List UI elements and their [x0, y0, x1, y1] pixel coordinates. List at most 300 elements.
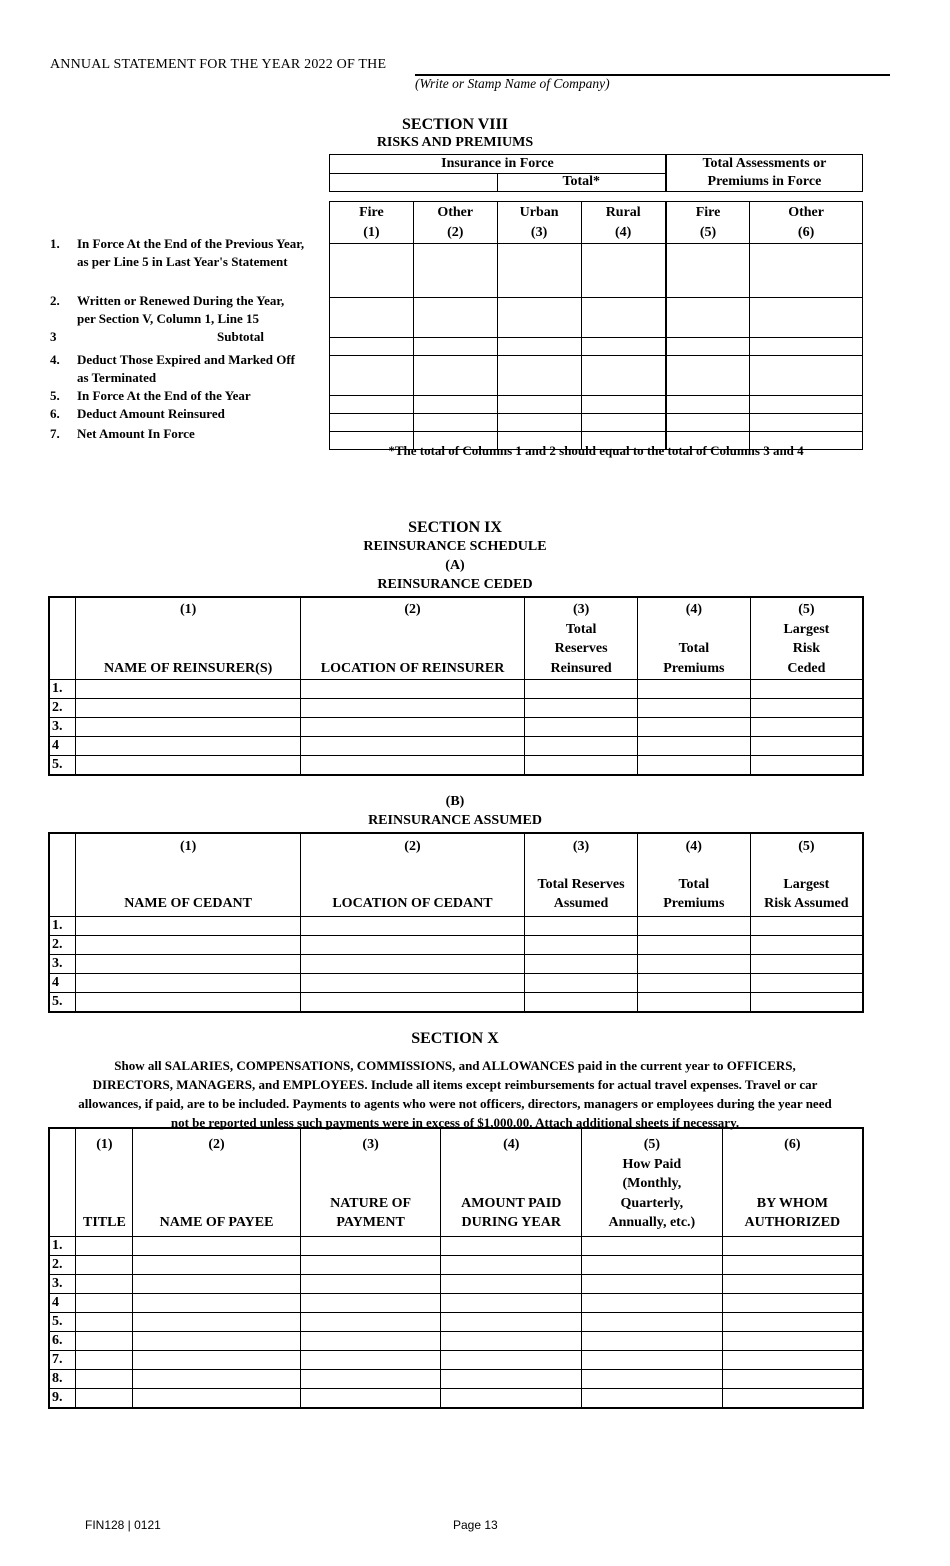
entry-cell[interactable] [413, 414, 497, 432]
entry-cell[interactable] [637, 916, 750, 935]
header-line: Ceded [787, 660, 826, 676]
entry-cell[interactable] [76, 973, 300, 992]
column-header [76, 1128, 133, 1236]
header-line [76, 1174, 132, 1194]
row-label-written [77, 292, 284, 328]
form-id: FIN128 | 0121 [85, 1518, 161, 1532]
entry-cell[interactable] [300, 755, 524, 775]
entry-cell[interactable] [76, 679, 300, 698]
entry-cell[interactable] [133, 1331, 300, 1350]
header-line: PAYMENT [336, 1215, 405, 1230]
entry-cell[interactable] [300, 679, 524, 698]
section8-footnote: *The total of Columns 1 and 2 should equal to the total of Columns 3 and 4 [388, 443, 804, 458]
row-number: 5. [49, 755, 76, 775]
entry-cell[interactable] [666, 298, 750, 338]
entry-cell[interactable] [413, 244, 497, 298]
header-line: AUTHORIZED [744, 1215, 841, 1230]
entry-cell[interactable] [300, 698, 524, 717]
column-header [497, 202, 581, 244]
table-row [49, 916, 863, 935]
column-name: Other [437, 204, 474, 220]
entry-cell[interactable] [582, 1236, 723, 1255]
entry-cell[interactable] [441, 1388, 582, 1408]
row-number: 9. [49, 1388, 76, 1408]
section8-subtitle: RISKS AND PREMIUMS [376, 135, 534, 150]
entry-cell[interactable] [441, 1350, 582, 1369]
header-number: (2) [404, 839, 421, 854]
header-line [301, 639, 524, 659]
row-number: 2. [49, 1255, 76, 1274]
row-number: 2. [50, 293, 60, 308]
entry-cell[interactable] [300, 935, 524, 954]
table-row [49, 755, 863, 775]
entry-cell[interactable] [750, 717, 863, 736]
entry-cell[interactable] [300, 1350, 441, 1369]
column-name: Fire [695, 204, 721, 220]
row-number: 1. [50, 236, 60, 251]
entry-cell[interactable] [638, 679, 751, 698]
column-header [76, 833, 300, 916]
entry-cell[interactable] [525, 935, 638, 954]
header-line: Largest [783, 877, 830, 892]
instruction-line: not be reported unless such payments were in excess of $1,000.00. Attach additional sheets if necessary. [170, 1115, 740, 1130]
header-line: Total [678, 877, 710, 892]
entry-cell[interactable] [582, 1350, 723, 1369]
entry-cell[interactable] [581, 414, 666, 432]
table-row [49, 1293, 863, 1312]
header-line: Premiums [663, 896, 725, 911]
header-line [441, 1174, 581, 1194]
table-row [49, 717, 863, 736]
entry-cell[interactable] [300, 1331, 441, 1350]
entry-cell[interactable] [722, 1369, 863, 1388]
section9-subtitle: REINSURANCE SCHEDULE [363, 539, 547, 554]
header-line [723, 1174, 862, 1194]
entry-cell[interactable] [750, 755, 863, 775]
entry-cell[interactable] [497, 298, 581, 338]
header-line [301, 1155, 441, 1175]
header-line [723, 1155, 862, 1175]
row-label-previous-year [77, 235, 304, 271]
entry-cell[interactable] [750, 356, 863, 396]
row-number: 5. [49, 992, 76, 1012]
entry-cell[interactable] [76, 935, 300, 954]
row-number: 3. [49, 717, 76, 736]
entry-cell[interactable] [300, 1369, 441, 1388]
entry-cell[interactable] [750, 736, 863, 755]
entry-cell[interactable] [582, 1369, 723, 1388]
entry-cell[interactable] [666, 356, 750, 396]
entry-cell[interactable] [413, 356, 497, 396]
row-label-line: per Section V, Column 1, Line 15 [77, 311, 260, 326]
entry-cell[interactable] [300, 1236, 441, 1255]
table-row [49, 935, 863, 954]
entry-cell[interactable] [76, 916, 300, 935]
entry-cell[interactable] [441, 1236, 582, 1255]
spacer-row [330, 192, 863, 202]
row-number: 7. [49, 1350, 76, 1369]
header-line: TITLE [82, 1215, 126, 1230]
entry-cell[interactable] [413, 396, 497, 414]
entry-cell[interactable] [300, 973, 524, 992]
entry-cell[interactable] [441, 1331, 582, 1350]
column-number: (2) [447, 224, 464, 240]
part-b-title: REINSURANCE ASSUMED [368, 813, 542, 828]
reinsurance-ceded-table [48, 596, 864, 776]
entry-cell[interactable] [525, 736, 638, 755]
entry-cell[interactable] [300, 736, 524, 755]
entry-cell[interactable] [441, 1369, 582, 1388]
entry-cell[interactable] [300, 1274, 441, 1293]
entry-cell[interactable] [300, 954, 524, 973]
entry-cell[interactable] [76, 755, 300, 775]
entry-cell[interactable] [582, 1255, 723, 1274]
entry-cell[interactable] [722, 1312, 863, 1331]
entry-cell[interactable] [300, 1293, 441, 1312]
statement-header: ANNUAL STATEMENT FOR THE YEAR 2022 OF THE [50, 57, 387, 72]
header-line: (1) [179, 602, 197, 617]
entry-cell[interactable] [638, 698, 751, 717]
table-row [49, 1331, 863, 1350]
entry-cell[interactable] [666, 414, 750, 432]
column-header [637, 833, 750, 916]
header-line [301, 620, 524, 640]
header-line: Largest [783, 621, 830, 637]
part-b-label: (B) [445, 794, 465, 809]
entry-cell[interactable] [722, 1350, 863, 1369]
entry-cell[interactable] [525, 717, 638, 736]
entry-cell[interactable] [581, 338, 666, 356]
column-number: (3) [530, 224, 548, 240]
entry-cell[interactable] [722, 1274, 863, 1293]
entry-cell[interactable] [525, 916, 638, 935]
header-line: (3) [572, 602, 590, 617]
instruction-line: Show all SALARIES, COMPENSATIONS, COMMISSIONS, and ALLOWANCES paid in the current year to OFFICERS, [114, 1058, 796, 1073]
column-name: Fire [359, 204, 384, 220]
header-line: (3) [362, 1137, 379, 1152]
column-header [750, 597, 863, 679]
entry-cell[interactable] [330, 356, 414, 396]
entry-cell[interactable] [666, 244, 750, 298]
row-label-line: Deduct Those Expired and Marked Off [77, 352, 296, 367]
entry-cell[interactable] [582, 1388, 723, 1408]
header-line [76, 875, 299, 894]
entry-cell[interactable] [133, 1293, 300, 1312]
row-number: 1. [49, 679, 76, 698]
entry-cell[interactable] [497, 396, 581, 414]
header-line: (6) [784, 1137, 801, 1152]
header-line: AMOUNT PAID [461, 1195, 562, 1211]
row-number: 6. [50, 406, 60, 421]
entry-cell[interactable] [638, 755, 751, 775]
part-a-label: (A) [445, 558, 465, 573]
header-line [133, 1155, 299, 1175]
header-line: DURING YEAR [461, 1215, 561, 1230]
column-header [581, 202, 666, 244]
entry-cell[interactable] [497, 356, 581, 396]
entry-cell[interactable] [133, 1369, 300, 1388]
entry-cell[interactable] [76, 717, 300, 736]
header-line: Reserves [554, 641, 608, 656]
header-line [76, 620, 299, 640]
row-number: 3. [49, 954, 76, 973]
entry-cell[interactable] [637, 973, 750, 992]
table-row [49, 992, 863, 1012]
entry-cell[interactable] [300, 717, 524, 736]
header-line: (2) [404, 602, 421, 617]
entry-cell[interactable] [582, 1293, 723, 1312]
header-line [301, 1174, 441, 1194]
entry-cell[interactable] [638, 736, 751, 755]
row-number: 3 [50, 329, 57, 344]
column-number: (6) [797, 224, 815, 240]
header-line: Assumed [553, 896, 609, 911]
header-number: (5) [798, 839, 815, 854]
column-header [413, 202, 497, 244]
entry-cell[interactable] [750, 244, 863, 298]
entry-cell[interactable] [133, 1236, 300, 1255]
entry-cell[interactable] [76, 1331, 133, 1350]
entry-cell[interactable] [750, 414, 863, 432]
row-number: 1. [49, 916, 76, 935]
entry-cell[interactable] [497, 414, 581, 432]
entry-cell[interactable] [637, 935, 750, 954]
entry-cell[interactable] [750, 916, 863, 935]
header-line: NATURE OF [330, 1195, 412, 1211]
row-number: 8. [49, 1369, 76, 1388]
header-line: NAME OF REINSURER(S) [104, 660, 273, 676]
column-header [525, 597, 638, 679]
entry-cell[interactable] [300, 1388, 441, 1408]
row-number: 4 [49, 1293, 76, 1312]
entry-cell[interactable] [581, 244, 666, 298]
column-header [525, 833, 638, 916]
entry-cell[interactable] [750, 954, 863, 973]
header-line: (1) [96, 1137, 113, 1152]
table-row [49, 1236, 863, 1255]
entry-cell[interactable] [525, 973, 638, 992]
column-name: Urban [519, 204, 559, 220]
entry-cell[interactable] [750, 973, 863, 992]
entry-cell[interactable] [300, 916, 524, 935]
entry-cell[interactable] [76, 736, 300, 755]
entry-cell[interactable] [133, 1388, 300, 1408]
entry-cell[interactable] [582, 1331, 723, 1350]
header-line: (4) [685, 602, 703, 617]
header-line [301, 875, 524, 894]
entry-cell[interactable] [722, 1388, 863, 1408]
header-line: (2) [208, 1137, 225, 1152]
header-line: NAME OF PAYEE [159, 1215, 274, 1230]
entry-cell[interactable] [497, 338, 581, 356]
header-line: Total [678, 641, 710, 656]
entry-cell[interactable] [76, 992, 300, 1012]
table-row [49, 1255, 863, 1274]
row-number: 1. [49, 1236, 76, 1255]
entry-cell[interactable] [637, 992, 750, 1012]
entry-cell[interactable] [413, 338, 497, 356]
header-line [441, 1155, 581, 1175]
entry-cell[interactable] [330, 338, 414, 356]
header-number: (1) [179, 839, 197, 854]
insurance-in-force-header: Insurance in Force [330, 155, 666, 174]
entry-cell[interactable] [441, 1255, 582, 1274]
entry-cell[interactable] [441, 1312, 582, 1331]
column-name: Rural [605, 204, 641, 220]
entry-cell[interactable] [581, 396, 666, 414]
table-row [49, 736, 863, 755]
header-line: (5) [798, 602, 815, 617]
entry-cell[interactable] [76, 698, 300, 717]
entry-cell[interactable] [582, 1312, 723, 1331]
entry-cell[interactable] [666, 338, 750, 356]
entry-cell[interactable] [76, 1312, 133, 1331]
entry-cell[interactable] [637, 954, 750, 973]
entry-cell[interactable] [76, 1293, 133, 1312]
column-header [441, 1128, 582, 1236]
page-number: Page 13 [453, 1518, 498, 1532]
row-number: 6. [49, 1331, 76, 1350]
column-name: Other [788, 204, 824, 220]
row-number-header [49, 833, 76, 916]
row-number: 4 [49, 736, 76, 755]
table-row [49, 1274, 863, 1293]
entry-cell[interactable] [525, 954, 638, 973]
entry-cell[interactable] [497, 244, 581, 298]
assessments-header-line1: Total Assessments or [702, 156, 827, 171]
header-line: BY WHOM [756, 1195, 828, 1211]
header-line [133, 1194, 299, 1214]
header-line: How Paid [622, 1156, 682, 1172]
row-number: 2. [49, 698, 76, 717]
entry-cell[interactable] [750, 338, 863, 356]
section10-instructions [30, 1056, 880, 1132]
header-line [76, 639, 299, 659]
entry-cell[interactable] [722, 1236, 863, 1255]
section10-title: SECTION X [411, 1030, 499, 1047]
column-header [722, 1128, 863, 1236]
section9-title: SECTION IX [408, 519, 502, 536]
row-number: 3. [49, 1274, 76, 1293]
entry-cell[interactable] [133, 1255, 300, 1274]
header-line: Risk [792, 641, 820, 656]
entry-cell[interactable] [638, 717, 751, 736]
entry-cell[interactable] [722, 1331, 863, 1350]
part-a-title: REINSURANCE CEDED [377, 577, 533, 592]
header-line: Premiums [663, 660, 725, 676]
reinsurance-assumed-table [48, 832, 864, 1013]
column-header [666, 202, 750, 244]
column-header [330, 202, 414, 244]
row-number: 4. [50, 352, 60, 367]
header-line: NAME OF CEDANT [124, 896, 252, 911]
assessments-header-line2: Premiums in Force [707, 174, 822, 189]
entry-cell[interactable] [582, 1274, 723, 1293]
entry-cell[interactable] [666, 396, 750, 414]
column-header [638, 597, 751, 679]
entry-cell[interactable] [581, 298, 666, 338]
table-row [49, 954, 863, 973]
entry-cell[interactable] [581, 356, 666, 396]
entry-cell[interactable] [76, 1274, 133, 1293]
entry-cell[interactable] [750, 698, 863, 717]
entry-cell[interactable] [525, 992, 638, 1012]
column-number: (4) [615, 224, 632, 240]
header-line: LOCATION OF REINSURER [320, 660, 505, 676]
column-header [300, 833, 524, 916]
row-number: 5. [49, 1312, 76, 1331]
salaries-table [48, 1127, 864, 1409]
entry-cell[interactable] [750, 679, 863, 698]
table-row [49, 679, 863, 698]
entry-cell[interactable] [300, 992, 524, 1012]
entry-cell[interactable] [133, 1312, 300, 1331]
row-label-line: In Force At the End of the Previous Year, [77, 236, 305, 251]
header-number: (3) [572, 839, 590, 854]
entry-cell[interactable] [750, 935, 863, 954]
table-row [49, 1350, 863, 1369]
entry-cell[interactable] [330, 244, 414, 298]
header-line: Risk Assumed [764, 896, 849, 911]
entry-cell[interactable] [300, 1312, 441, 1331]
entry-cell[interactable] [300, 1255, 441, 1274]
section8-title: SECTION VIII [402, 116, 508, 133]
entry-cell[interactable] [441, 1293, 582, 1312]
row-label-end-of-year: In Force At the End of the Year [77, 388, 251, 403]
entry-cell[interactable] [525, 755, 638, 775]
entry-cell[interactable] [722, 1255, 863, 1274]
entry-cell[interactable] [750, 298, 863, 338]
entry-cell[interactable] [722, 1293, 863, 1312]
entry-cell[interactable] [525, 698, 638, 717]
entry-cell[interactable] [76, 1350, 133, 1369]
company-name-hint: (Write or Stamp Name of Company) [415, 76, 610, 91]
header-line: (Monthly, [622, 1176, 682, 1191]
column-header [133, 1128, 300, 1236]
header-line [76, 1194, 132, 1214]
header-line: (4) [503, 1137, 520, 1152]
column-number: (1) [363, 224, 380, 240]
column-header [76, 597, 300, 679]
table-row [49, 698, 863, 717]
entry-cell[interactable] [76, 954, 300, 973]
entry-cell[interactable] [330, 298, 414, 338]
entry-cell[interactable] [441, 1274, 582, 1293]
entry-cell[interactable] [76, 1369, 133, 1388]
header-line: Reinsured [550, 660, 612, 676]
row-number: 5. [50, 388, 60, 403]
row-label-line: as Terminated [77, 370, 157, 385]
row-number: 7. [50, 426, 60, 441]
entry-cell[interactable] [750, 992, 863, 1012]
column-header [750, 202, 863, 244]
entry-cell[interactable] [76, 1388, 133, 1408]
entry-cell[interactable] [330, 414, 414, 432]
entry-cell[interactable] [750, 396, 863, 414]
instruction-line: allowances, if paid, are to be included. Payments to agents who were not officers, directors, managers or employees during the year need [78, 1096, 832, 1111]
header-number: (4) [685, 839, 702, 854]
entry-cell[interactable] [413, 298, 497, 338]
entry-cell[interactable] [133, 1274, 300, 1293]
entry-cell[interactable] [76, 1255, 133, 1274]
column-header [750, 833, 863, 916]
header-line: Annually, etc.) [608, 1215, 696, 1230]
entry-cell[interactable] [133, 1350, 300, 1369]
entry-cell[interactable] [330, 396, 414, 414]
row-number-header [49, 1128, 76, 1236]
entry-cell[interactable] [525, 679, 638, 698]
entry-cell[interactable] [76, 1236, 133, 1255]
